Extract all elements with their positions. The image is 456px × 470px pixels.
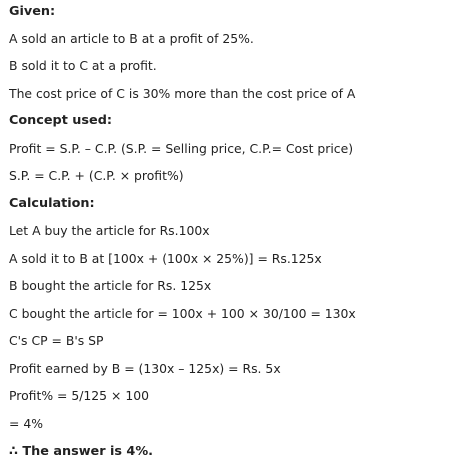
given-heading: Given: bbox=[9, 4, 56, 19]
calculation-line-1: Let A buy the article for Rs.100x bbox=[9, 223, 210, 238]
concept-line-2: S.P. = C.P. + (C.P. × profit%) bbox=[9, 168, 184, 183]
answer-line: ∴ The answer is 4%. bbox=[9, 444, 154, 459]
calculation-line-7: Profit% = 5/125 × 100 bbox=[9, 388, 149, 403]
given-line-2: B sold it to C at a profit. bbox=[9, 58, 157, 73]
calculation-line-4: C bought the article for = 100x + 100 × 30/100 = 130x bbox=[9, 306, 356, 321]
calculation-line-5: C's CP = B's SP bbox=[9, 333, 104, 348]
calculation-line-6: Profit earned by B = (130x – 125x) = Rs. 5x bbox=[9, 361, 281, 376]
calculation-line-8: = 4% bbox=[9, 416, 43, 431]
calculation-line-3: B bought the article for Rs. 125x bbox=[9, 278, 212, 293]
given-line-3: The cost price of C is 30% more than the cost price of A bbox=[9, 86, 356, 101]
calculation-heading: Calculation: bbox=[9, 196, 95, 211]
calculation-line-2: A sold it to B at [100x + (100x × 25%)] = Rs.125x bbox=[9, 251, 322, 266]
concept-line-1: Profit = S.P. – C.P. (S.P. = Selling price, C.P.= Cost price) bbox=[9, 141, 354, 156]
given-line-1: A sold an article to B at a profit of 25%. bbox=[9, 31, 254, 46]
concept-heading: Concept used: bbox=[9, 113, 112, 128]
